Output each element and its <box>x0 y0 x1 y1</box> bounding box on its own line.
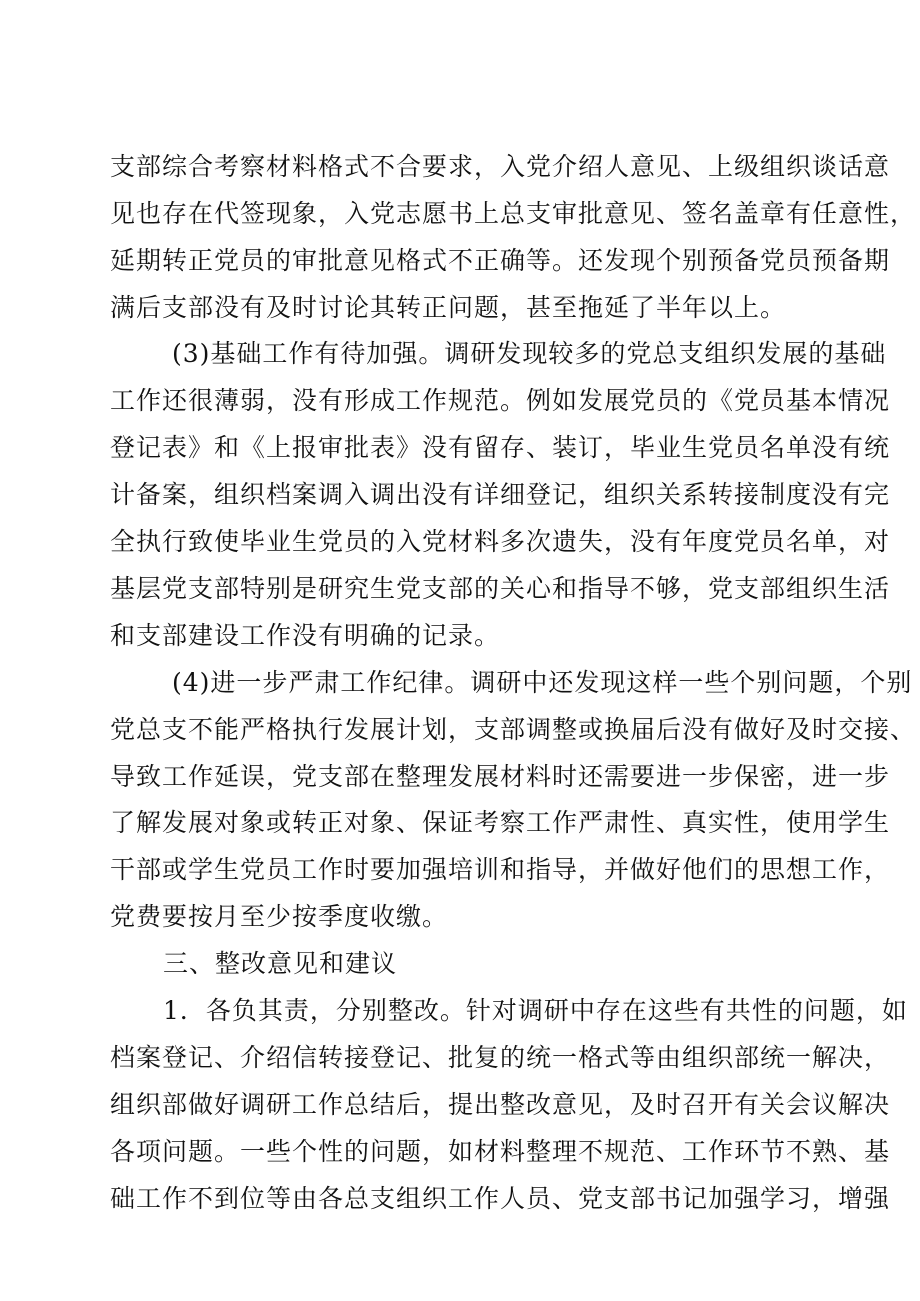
text-line: 党费要按月至少按季度收缴。 <box>110 902 449 931</box>
text-line: 全执行致使毕业生党员的入党材料多次遗失，没有年度党员名单，对 <box>110 527 891 556</box>
text-line: 工作还很薄弱，没有形成工作规范。例如发展党员的《党员基本情况 <box>110 386 891 415</box>
text-line: 干部或学生党员工作时要加强培训和指导，并做好他们的思想工作， <box>110 855 891 884</box>
text-line: 和支部建设工作没有明确的记录。 <box>110 621 501 650</box>
text-line: 满后支部没有及时讨论其转正问题，甚至拖延了半年以上。 <box>110 293 787 322</box>
text-line: 党总支不能严格执行发展计划，支部调整或换届后没有做好及时交接、 <box>110 715 917 744</box>
text-line: (3)基础工作有待加强。调研发现较多的党总支组织发展的基础 <box>172 339 887 368</box>
text-line: 登记表》和《上报审批表》没有留存、装订，毕业生党员名单没有统 <box>110 433 891 462</box>
text-line: 延期转正党员的审批意见格式不正确等。还发现个别预备党员预备期 <box>110 246 891 275</box>
text-line: 各项问题。一些个性的问题，如材料整理不规范、工作环节不熟、基 <box>110 1137 891 1166</box>
text-line: 计备案，组织档案调入调出没有详细登记，组织关系转接制度没有完 <box>110 480 891 509</box>
text-line: 支部综合考察材料格式不合要求，入党介绍人意见、上级组织谈话意 <box>110 152 891 181</box>
text-line: 组织部做好调研工作总结后，提出整改意见，及时召开有关会议解决 <box>110 1090 891 1119</box>
text-line: 导致工作延误，党支部在整理发展材料时还需要进一步保密，进一步 <box>110 762 891 791</box>
text-line: 见也存在代签现象，入党志愿书上总支审批意见、签名盖章有任意性， <box>110 199 917 228</box>
text-line: 基层党支部特别是研究生党支部的关心和指导不够，党支部组织生活 <box>110 574 891 603</box>
text-line: 1．各负其责，分别整改。针对调研中存在这些有共性的问题，如 <box>163 996 908 1025</box>
text-line: (4)进一步严肃工作纪律。调研中还发现这样一些个别问题，个别 <box>172 668 913 697</box>
text-line: 了解发展对象或转正对象、保证考察工作严肃性、真实性，使用学生 <box>110 808 891 837</box>
text-line: 档案登记、介绍信转接登记、批复的统一格式等由组织部统一解决， <box>110 1043 891 1072</box>
text-line: 础工作不到位等由各总支组织工作人员、党支部书记加强学习，增强 <box>110 1184 891 1213</box>
section-heading: 三、整改意见和建议 <box>163 949 398 978</box>
